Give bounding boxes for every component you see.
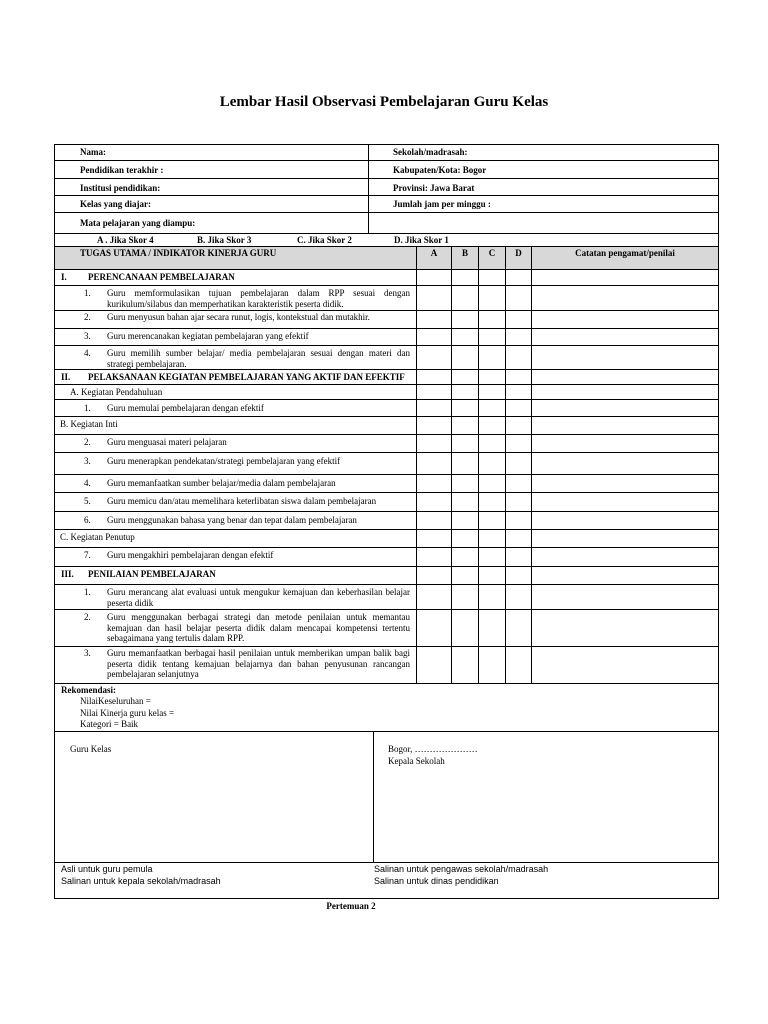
item-number: 2. <box>84 312 91 322</box>
field-nama: Nama: <box>80 147 106 157</box>
item-number: 4. <box>84 348 91 358</box>
indicator-text: Guru memformulasikan tujuan pembelajaran dalam RPP sesuai dengan kurikulum/silabus dan memperhatikan karakteristik peserta didik. <box>107 288 410 309</box>
item-number: 1. <box>84 288 91 298</box>
header-col-b: B <box>461 248 468 258</box>
indicator-text: Guru menggunakan berbagai strategi dan metode penilaian untuk memantau kemajuan dan hasil belajar peserta didik dalam mencapai kompetensi tertentu sebagaimana yang tertulis dalam RPP. <box>107 612 410 643</box>
indicator-text: Guru menerapkan pendekatan/strategi pembelajaran yang efektif <box>107 456 341 466</box>
bogor-date: Bogor, ………………… <box>388 744 478 754</box>
indicator-text: Guru memanfaatkan berbagai hasil penilaian untuk memberikan umpan balik bagi peserta didik tentang kemajuan belajarnya dan bahan penyusunan rancangan pembelajaran selanjutnya <box>107 648 410 679</box>
copy-dinas: Salinan untuk dinas pendidikan <box>374 876 499 886</box>
item-number: 3. <box>84 648 91 658</box>
sub-heading-inti: B. Kegiatan Inti <box>60 419 118 429</box>
section-2-title: PELAKSANAAN KEGIATAN PEMBELAJARAN YANG AKTIF DAN EFEKTIF <box>88 372 405 382</box>
field-sekolah: Sekolah/madrasah: <box>393 147 468 157</box>
field-pendidikan: Pendidikan terakhir : <box>80 165 164 175</box>
copy-guru-pemula: Asli untuk guru pemula <box>61 864 153 874</box>
kepala-sekolah-label: Kepala Sekolah <box>388 756 445 766</box>
indicator-text: Guru mengakhiri pembelajaran dengan efektif <box>107 550 274 560</box>
indicator-text: Guru merencanakan kegiatan pembelajaran yang efektif <box>107 331 309 341</box>
score-d: D. Jika Skor 1 <box>394 235 449 245</box>
document-title: Lembar Hasil Observasi Pembelajaran Guru Kelas <box>219 94 549 110</box>
item-number: 1. <box>84 403 91 413</box>
header-col-d: D <box>515 248 522 258</box>
copy-kepala-sekolah: Salinan untuk kepala sekolah/madrasah <box>61 876 221 886</box>
field-mapel: Mata pelajaran yang diampu: <box>80 218 196 228</box>
header-col-c: C <box>488 248 496 258</box>
item-number: 3. <box>84 456 91 466</box>
copy-pengawas: Salinan untuk pengawas sekolah/madrasah <box>374 864 549 874</box>
indicator-text: Guru menggunakan bahasa yang benar dan tepat dalam pembelajaran <box>107 515 357 525</box>
nilai-keseluruhan: NilaiKeseluruhan = <box>80 696 151 706</box>
section-3-title: PENILAIAN PEMBELAJARAN <box>88 569 216 579</box>
indicator-text: Guru memicu dan/atau memelihara keterlibatan siswa dalam pembelajaran <box>107 496 377 506</box>
item-number: 5. <box>84 496 91 506</box>
item-number: 1. <box>84 587 91 597</box>
item-number: 2. <box>84 437 91 447</box>
guru-kelas-label: Guru Kelas <box>70 744 112 754</box>
sub-heading-penutup: C. Kegiatan Penutup <box>60 532 135 542</box>
section-1-num: I. <box>61 272 67 282</box>
item-number: 3. <box>84 331 91 341</box>
field-kelas: Kelas yang diajar: <box>80 199 151 209</box>
section-2-num: II. <box>61 372 71 382</box>
indicator-text: Guru memulai pembelajaran dengan efektif <box>107 403 264 413</box>
kategori: Kategori = Baik <box>80 719 139 729</box>
item-number: 2. <box>84 612 91 622</box>
indicator-text: Guru memilih sumber belajar/ media pembelajaran sesuai dengan materi dan strategi pembelajaran. <box>107 348 410 369</box>
section-3-num: III. <box>61 569 74 579</box>
header-col-a: A <box>430 248 438 258</box>
indicator-text: Guru menguasai materi pelajaran <box>107 437 227 447</box>
field-provinsi: Provinsi: Jawa Barat <box>393 183 475 193</box>
field-jam: Jumlah jam per minggu : <box>393 199 491 209</box>
score-c: C. Jika Skor 2 <box>297 235 352 245</box>
header-indikator: TUGAS UTAMA / INDIKATOR KINERJA GURU <box>80 248 277 258</box>
field-kabupaten: Kabupaten/Kota: Bogor <box>393 165 487 175</box>
field-institusi: Institusi pendidikan: <box>80 183 161 193</box>
score-a: A . Jika Skor 4 <box>97 235 154 245</box>
sub-heading-pendahuluan: A. Kegiatan Pendahuluan <box>70 387 163 397</box>
header-catatan: Catatan pengamat/penilai <box>575 248 675 258</box>
footer-meeting: Pertemuan 2 <box>326 901 376 911</box>
indicator-text: Guru menyusun bahan ajar secara runut, logis, kontekstual dan mutakhir. <box>107 312 370 322</box>
section-1-title: PERENCANAAN PEMBELAJARAN <box>88 272 235 282</box>
rekomendasi-label: Rekomendasi: <box>61 685 117 695</box>
indicator-text: Guru memanfaatkan sumber belajar/media dalam pembelajaran <box>107 478 336 488</box>
score-b: B. Jika Skor 3 <box>197 235 252 245</box>
item-number: 7. <box>84 550 91 560</box>
indicator-text: Guru merancang alat evaluasi untuk mengukur kemajuan dan keberhasilan belajar peserta didik <box>107 587 410 608</box>
item-number: 4. <box>84 478 91 488</box>
item-number: 6. <box>84 515 91 525</box>
nilai-kinerja: Nilai Kinerja guru kelas = <box>80 708 175 718</box>
